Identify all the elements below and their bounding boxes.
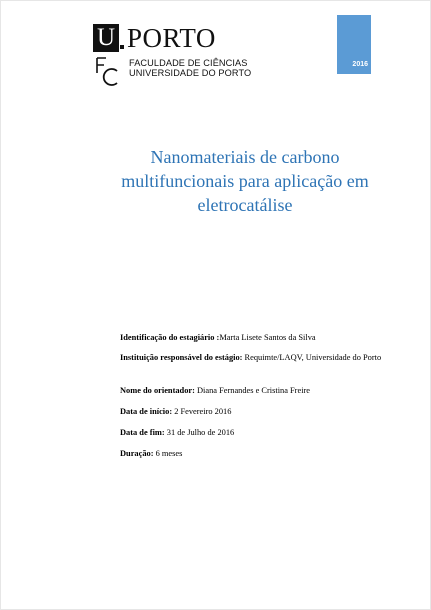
- document-title: Nanomateriais de carbono multifuncionais para aplicação em eletrocatálise: [121, 147, 369, 215]
- info-line-supervisor: [120, 386, 310, 396]
- info-label: Duração:: [120, 449, 154, 458]
- year-text: 2016: [352, 61, 368, 68]
- info-label: Data de fim:: [120, 428, 165, 437]
- info-line-start-date: [120, 407, 231, 417]
- logo-porto-text: PORTO: [127, 23, 216, 53]
- fc-monogram-icon: [95, 56, 121, 86]
- info-value: Diana Fernandes e Cristina Freire: [194, 386, 311, 395]
- info-value: 6 meses: [153, 449, 183, 458]
- university-name: UNIVERSIDADE DO PORTO: [129, 68, 252, 78]
- info-value: 2 Fevereiro 2016: [172, 407, 232, 416]
- info-label: Instituição responsável do estágio:: [120, 353, 243, 362]
- faculty-name: FACULDADE DE CIÊNCIAS: [129, 58, 248, 68]
- info-line-institution: [120, 353, 381, 363]
- info-value: 31 de Julho de 2016: [164, 428, 235, 437]
- info-label: Identificação do estagiário :: [120, 333, 220, 342]
- year-badge: [337, 15, 371, 74]
- info-line-intern: [120, 333, 316, 343]
- info-label: Data de início:: [120, 407, 173, 416]
- info-line-end-date: [120, 428, 234, 438]
- logo-u-letter: U: [93, 24, 119, 52]
- info-line-duration: [120, 449, 182, 459]
- logo-dot: [120, 45, 124, 49]
- info-value: Requimte/LAQV, Universidade do Porto: [242, 353, 382, 362]
- info-value: Marta Lisete Santos da Silva: [219, 333, 316, 342]
- info-label: Nome do orientador:: [120, 386, 195, 395]
